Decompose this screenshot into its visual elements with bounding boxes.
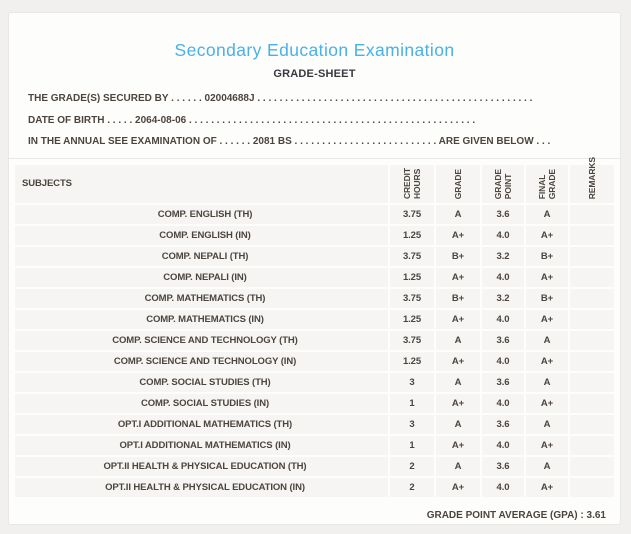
column-header-final-grade [526,165,568,203]
subject-cell: COMP. NEPALI (TH) [15,247,388,266]
grade-cell: B+ [436,289,480,308]
section-divider [9,158,620,159]
credit-hours-cell: 3 [390,415,434,434]
final-grade-cell: A+ [526,310,568,329]
remarks-cell [570,478,614,497]
remarks-cell [570,289,614,308]
subject-cell: COMP. MATHEMATICS (IN) [15,310,388,329]
candidate-info [15,88,614,153]
table-header-row [15,157,614,203]
remarks-cell [570,436,614,455]
credit-hours-cell: 3.75 [390,289,434,308]
grade-point-cell: 4.0 [482,310,524,329]
credit-hours-cell: 2 [390,457,434,476]
table-row [15,226,614,245]
column-header-grade-point [482,165,524,203]
grade-cell: A [436,457,480,476]
page-title: Secondary Education Examination [174,40,455,60]
table-row [15,205,614,224]
column-header-credit-hours [390,165,434,203]
grade-point-cell: 3.6 [482,457,524,476]
credit-hours-cell: 1.25 [390,310,434,329]
final-grade-cell: A+ [526,226,568,245]
table-row [15,247,614,266]
final-grade-cell: A+ [526,436,568,455]
grade-cell: A+ [436,478,480,497]
final-grade-cell: A [526,373,568,392]
final-grade-cell: A+ [526,394,568,413]
final-grade-cell: A [526,457,568,476]
table-row [15,394,614,413]
grade-point-cell: 3.6 [482,205,524,224]
grade-cell: A [436,331,480,350]
grade-cell: A+ [436,268,480,287]
column-header-grade [436,165,480,203]
subject-cell: COMP. MATHEMATICS (TH) [15,289,388,308]
grade-cell: A [436,415,480,434]
table-row [15,436,614,455]
subject-cell: COMP. ENGLISH (IN) [15,226,388,245]
grade-sheet-card [8,12,621,525]
remarks-cell [570,268,614,287]
final-grade-cell: B+ [526,289,568,308]
final-grade-cell: A+ [526,268,568,287]
gpa-label: GRADE POINT AVERAGE (GPA) : [426,509,584,521]
credit-hours-cell: 3 [390,373,434,392]
table-body [15,205,614,497]
credit-hours-label: CREDIT HOURS [402,168,422,200]
grade-point-cell: 4.0 [482,478,524,497]
grade-cell: A+ [436,436,480,455]
credit-hours-cell: 1.25 [390,268,434,287]
subject-cell: OPT.II HEALTH & PHYSICAL EDUCATION (IN) [15,478,388,497]
credit-hours-cell: 3.75 [390,205,434,224]
table-row [15,310,614,329]
remarks-cell [570,205,614,224]
final-grade-label: FINAL GRADE [537,169,557,200]
credit-hours-cell: 1 [390,394,434,413]
grade-point-cell: 3.6 [482,331,524,350]
subject-cell: OPT.I ADDITIONAL MATHEMATICS (TH) [15,415,388,434]
grade-point-cell: 4.0 [482,226,524,245]
remarks-cell [570,247,614,266]
subject-cell: COMP. SOCIAL STUDIES (TH) [15,373,388,392]
subject-cell: OPT.I ADDITIONAL MATHEMATICS (IN) [15,436,388,455]
table-row [15,373,614,392]
info-line-date-of-birth: DATE OF BIRTH . . . . . 2064-08-06 . . . . . . . . . . . . . . . . . . . . . . . . . . . . . . . . . . . . . . . . . . . . . . . . . . . . [28,114,476,126]
grade-cell: A+ [436,352,480,371]
gpa-footer [15,510,614,521]
grade-point-cell: 4.0 [482,394,524,413]
credit-hours-cell: 2 [390,478,434,497]
final-grade-cell: A [526,331,568,350]
final-grade-cell: A [526,415,568,434]
grade-cell: A+ [436,394,480,413]
grade-point-cell: 3.2 [482,247,524,266]
credit-hours-cell: 1 [390,436,434,455]
grade-cell: B+ [436,247,480,266]
grade-point-cell: 4.0 [482,436,524,455]
table-row [15,457,614,476]
grade-point-cell: 3.2 [482,289,524,308]
remarks-cell [570,331,614,350]
credit-hours-cell: 3.75 [390,247,434,266]
remarks-cell [570,457,614,476]
gpa-value: 3.61 [586,509,606,521]
grade-cell: A+ [436,310,480,329]
subject-cell: COMP. SCIENCE AND TECHNOLOGY (IN) [15,352,388,371]
grade-point-label: GRADE POINT [493,169,513,200]
subject-cell: COMP. NEPALI (IN) [15,268,388,287]
grade-label: GRADE [453,169,463,200]
column-header-subjects: SUBJECTS [15,165,388,203]
remarks-cell [570,226,614,245]
remarks-cell [570,394,614,413]
subject-cell: COMP. SOCIAL STUDIES (IN) [15,394,388,413]
grade-point-cell: 4.0 [482,352,524,371]
info-line-secured-by: THE GRADE(S) SECURED BY . . . . . . 02004688J . . . . . . . . . . . . . . . . . . . . . . . . . . . . . . . . . . . . . . . . . . . . . . . . . . [28,93,533,104]
column-header-remarks [570,157,614,203]
grade-cell: A+ [436,226,480,245]
remarks-label: REMARKS [587,157,597,200]
remarks-cell [570,310,614,329]
final-grade-cell: A+ [526,352,568,371]
remarks-cell [570,352,614,371]
table-row [15,331,614,350]
remarks-cell [570,415,614,434]
subject-cell: COMP. ENGLISH (TH) [15,205,388,224]
subject-cell: OPT.II HEALTH & PHYSICAL EDUCATION (TH) [15,457,388,476]
final-grade-cell: A+ [526,478,568,497]
table-row [15,268,614,287]
credit-hours-cell: 1.25 [390,352,434,371]
table-row [15,352,614,371]
table-row [15,478,614,497]
grades-table [15,157,614,497]
table-row [15,289,614,308]
grade-cell: A [436,373,480,392]
info-line-examination: IN THE ANNUAL SEE EXAMINATION OF . . . . . . 2081 BS . . . . . . . . . . . . . . . . . . . . . . . . . . ARE GIVEN BELOW . . . [28,136,551,147]
remarks-cell [570,373,614,392]
table-row [15,415,614,434]
grade-point-cell: 3.6 [482,415,524,434]
page-subtitle: GRADE-SHEET [273,68,356,80]
final-grade-cell: A [526,205,568,224]
credit-hours-cell: 1.25 [390,226,434,245]
subject-cell: COMP. SCIENCE AND TECHNOLOGY (TH) [15,331,388,350]
grade-cell: A [436,205,480,224]
credit-hours-cell: 3.75 [390,331,434,350]
grade-point-cell: 4.0 [482,268,524,287]
grade-point-cell: 3.6 [482,373,524,392]
final-grade-cell: B+ [526,247,568,266]
